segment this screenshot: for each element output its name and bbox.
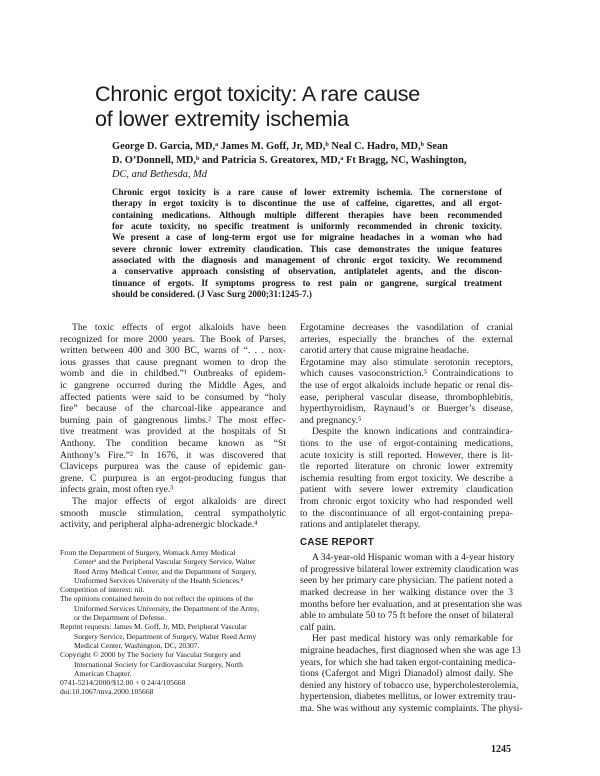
title-line: of lower extremity ischemia	[95, 107, 349, 131]
body-line: Claviceps purpurea was the cause of epidemic gan-	[60, 461, 286, 473]
body-line: activity, and peripheral alpha-adrenergic blockade.⁴	[60, 519, 258, 531]
body-line: Ergotamine may also stimulate serotonin receptors,	[300, 356, 513, 368]
abstract-line: tinuance of ergots. If symptoms progress to rest pain or gangrene, surgical treatment	[112, 277, 502, 288]
body-line: denied any history of tobacco use, hypercholesterolemia,	[300, 679, 519, 691]
body-line: The toxic effects of ergot alkaloids have been	[72, 322, 286, 333]
body-line: from chronic ergot toxicity who had responded well	[300, 495, 513, 507]
body-line: years, for which she had taken ergot-containing medica-	[300, 656, 516, 668]
title-line: Chronic ergot toxicity: A rare cause	[95, 82, 421, 106]
body-line: ischemia resulting from ergot toxicity. We describe a	[300, 472, 513, 484]
footnote-line: Competition of interest: nil.	[60, 585, 145, 595]
body-line: ious grasses that cause pregnant women to drop the	[60, 356, 286, 368]
abstract-line: containing medications. Although multiple different therapies have been recommended	[112, 209, 502, 220]
footnote-line: Copyright © 2000 by The Society for Vascular Surgery and	[60, 650, 241, 660]
abstract-line: severe chronic lower extremity claudication. This case demonstrates the unique features	[112, 243, 502, 254]
footnote-line: Uniformed Services University of the Health Sciences.ᵇ	[74, 575, 244, 585]
body-line: ic gangrene occurred during the Middle Ages, and	[60, 379, 286, 391]
footnote-line: Reprint requests: James M. Goff, Jr, MD, Peripheral Vascular	[60, 622, 247, 632]
section-heading: CASE REPORT	[300, 536, 375, 548]
body-line: ma. She was without any systemic complaints. The physi-	[300, 703, 523, 714]
body-line: grene. C purpurea is an ergot-producing fungus that	[60, 472, 286, 484]
left-column	[60, 322, 286, 531]
author-line: DC, and Bethesda, Md	[112, 169, 207, 180]
body-line: marked decrease in her walking distance over the 3	[300, 587, 513, 599]
body-line: and pregnancy.⁵	[300, 414, 362, 426]
body-line: Ergotamine decreases the vasodilation of cranial	[300, 322, 513, 333]
footnote-line: or the Department of Defense.	[74, 613, 167, 623]
abstract-line: therapy in ergot toxicity is to discontinue the use of caffeine, cigarettes, and all ergot-	[112, 198, 502, 209]
body-line: acute toxicity is still reported. However, there is lit-	[300, 449, 513, 461]
body-line: tions (Cafergot and Migri Dianadol) almost daily. She	[300, 668, 513, 680]
affiliation-footnote	[60, 548, 296, 697]
body-line: infects grain, most often rye.³	[60, 484, 174, 496]
body-line: tions to the use of ergot-containing medications,	[300, 437, 513, 449]
abstract-line: should be considered. (J Vasc Surg 2000;31:1245-7.)	[112, 289, 312, 300]
body-line: patient with severe lower extremity claudication	[300, 484, 513, 496]
body-line: Despite the known indications and contraindica-	[312, 426, 513, 438]
body-line: seen by her primary care physician. The patient noted a	[300, 575, 513, 587]
footnote-line: 0741-5214/2000/$12.00 + 0 24/4/105668	[60, 678, 186, 688]
abstract-line: We present a case of long-term ergot use for migraine headaches in a woman who had	[112, 232, 502, 243]
right-column	[300, 322, 523, 715]
footnote-line: Medical Center, Washington, DC, 20307.	[74, 640, 200, 650]
body-line: rations and antiplatelet therapy.	[300, 519, 421, 531]
abstract-line: for acute toxicity, no specific treatment is uniformly recommended in chronic toxicity.	[112, 221, 502, 232]
body-line: the use of ergot alkaloids include hepatic or renal dis-	[300, 379, 513, 391]
body-line: calf pain.	[300, 621, 336, 633]
body-line: able to ambulate 50 to 75 ft before the onset of bilateral	[300, 610, 514, 622]
body-line: womb and die in childbed.”¹ Outbreaks of epidem-	[60, 368, 286, 380]
body-line: of progressive bilateral lower extremity claudication was	[300, 563, 519, 575]
footnote-line: Surgery Service, Department of Surgery, Walter Reed Army	[74, 631, 257, 641]
body-line: arteries, especially the branches of the external	[300, 333, 513, 345]
body-line: tive treatment was provided at the hospitals of St	[60, 426, 286, 438]
body-line: affected patients were said to be consumed by “holy	[60, 391, 286, 403]
body-line: The major effects of ergot alkaloids are direct	[72, 495, 286, 507]
author-list	[112, 140, 502, 182]
body-line: months before her evaluation, and at presentation she was	[300, 598, 522, 610]
footnote-line: American Chapter.	[74, 668, 132, 678]
body-line: Anthony. The condition became known as “St	[60, 437, 286, 449]
body-line: ease, peripheral vascular disease, thrombophlebitis,	[300, 391, 513, 403]
body-line: fire” because of the charcoal-like appearance and	[60, 403, 286, 415]
footnote-line: International Society for Cardiovascular Surgery, North	[74, 659, 243, 669]
abstract-line: a conservative approach consisting of observation, antiplatelet agents, and the discon-	[112, 266, 502, 277]
body-line: tle reported literature on chronic lower extremity	[300, 461, 513, 473]
footnote-line: doi:10.1067/mva.2000.105668	[60, 687, 154, 697]
body-line: to the discontinuance of all ergot-containing prepa-	[300, 507, 513, 519]
body-line: Her past medical history was only remarkable for	[312, 633, 513, 645]
body-line: hyperthyroidism, Raynaud’s or Buerger’s disease,	[300, 403, 513, 415]
abstract-line: Chronic ergot toxicity is a rare cause of lower extremity ischemia. The cornerstone of	[112, 187, 502, 197]
body-line: burning pain of gangrenous limbs.² The most effec-	[60, 414, 286, 426]
footnote-line: Centerᵃ and the Peripheral Vascular Surgery Service, Walter	[74, 557, 256, 567]
body-line: which causes vasoconstriction.⁵ Contraindications to	[300, 368, 513, 380]
footnote-line: Reed Army Medical Center, and the Department of Surgery,	[74, 566, 257, 576]
footnote-line: From the Department of Surgery, Womack Army Medical	[60, 548, 236, 557]
body-line: migraine headaches, first diagnosed when she was age 13	[300, 645, 521, 657]
page-number: 1245	[491, 744, 511, 755]
abstract-line: associated with the diagnosis and management of chronic ergot toxicity. We recommend	[112, 255, 502, 266]
body-line: written between 400 and 300 BC, warns of “. . . nox-	[60, 345, 286, 357]
body-line: recognized for more 2000 years. The Book of Parses,	[60, 333, 286, 345]
footnote-line: The opinions contained herein do not reflect the opinions of the	[60, 594, 254, 604]
author-line: D. O’Donnell, MD,ᵇ and Patricia S. Greatorex, MD,ᵃ Ft Bragg, NC, Washington,	[112, 155, 467, 166]
abstract	[112, 187, 502, 300]
body-line: A 34-year-old Hispanic woman with a 4-year history	[312, 552, 515, 564]
body-line: smooth muscle stimulation, central sympatholytic	[60, 507, 286, 519]
article-title	[95, 82, 515, 132]
body-line: hypertension, diabetes mellitus, or lower extremity trau-	[300, 691, 516, 703]
author-line: George D. Garcia, MD,ᵃ James M. Goff, Jr, MD,ᵇ Neal C. Hadro, MD,ᵇ Sean	[112, 141, 448, 152]
body-line: carotid artery that cause migraine headache.	[300, 345, 469, 357]
body-line: Anthony’s Fire.”² In 1676, it was discovered that	[60, 449, 286, 461]
footnote-line: Uniformed Services University, the Department of the Army,	[74, 603, 260, 613]
